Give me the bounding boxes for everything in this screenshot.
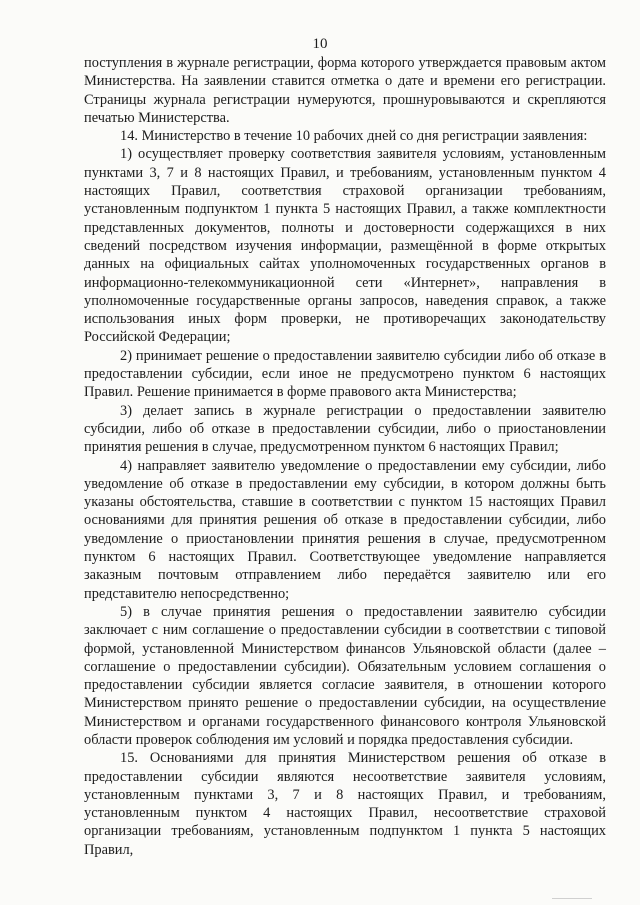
paragraph: 15. Основаниями для принятия Министерством решения об отказе в предоставлении субсидии являются несоответствие заявителя условиям, установленным пунктами 3, 7 и 8 настоящих Правил, и требованиям, установленным пунктом 4 настоящих Правил, несоответствие страховой организации требованиям, установленным подпунктом 1 пункта 5 настоящих Правил, [84,750,606,858]
scan-artifact [552,898,592,899]
document-body [84,54,606,859]
paragraph: 1) осуществляет проверку соответствия заявителя условиям, установленным пунктами 3, 7 и 8 настоящих Правил, и требованиям, установленным пунктом 4 настоящих Правил, соответствия страховой организации требованиям, установленным подпунктом 1 пункта 5 настоящих Правил, а также комплектности представленных документов, полноты и достоверности содержащихся в них сведений посредством изучения информации, размещённой в форме открытых данных на официальных сайтах уполномоченных государственных органов в информационно-телекоммуникационной сети «Интернет», направления в уполномоченные государственные органы запросов, наведения справок, а также использования иных форм проверки, не противоречащих законодательству Российской Федерации; [84,146,606,346]
paragraph: 5) в случае принятия решения о предоставлении заявителю субсидии заключает с ним соглашение о предоставлении субсидии в соответствии с типовой формой, установленной Министерством финансов Ульяновской области (далее – соглашение о предоставлении субсидии). Обязательным условием соглашения о предоставлении субсидии является согласие заявителя, в отношении которого Министерством принято решение о предоставлении субсидии, на осуществление Министерством и органами государственного финансового контроля Ульяновской области проверок соблюдения им условий и порядка предоставления субсидии. [84,603,606,748]
paragraph: 3) делает запись в журнале регистрации о предоставлении заявителю субсидии, либо об отказе в предоставлении субсидии, либо о приостановлении принятия решения в случае, предусмотренном пунктом 6 настоящих Правил; [84,402,606,456]
paragraph: поступления в журнале регистрации, форма которого утверждается правовым актом Министерства. На заявлении ставится отметка о дате и времени его регистрации. Страницы журнала регистрации нумеруются, прошнуровываются и скрепляются печатью Министерства. [84,55,606,126]
page-number: 10 [312,36,328,52]
paragraph: 14. Министерство в течение 10 рабочих дней со дня регистрации заявления: [120,128,588,145]
paragraph: 4) направляет заявителю уведомление о предоставлении ему субсидии, либо уведомление об отказе в предоставлении ему субсидии, в котором должны быть указаны обстоятельства, ставшие в соответствии с пунктом 15 настоящих Правил основаниями для принятия решения об отказе в предоставлении субсидии, либо уведомление о приостановлении принятия решения в случае, предусмотренном пунктом 6 настоящих Правил. Соответствующее уведомление направляется заказным почтовым отправлением либо передаётся заявителю или его представителю непосредственно; [84,457,606,602]
paragraph: 2) принимает решение о предоставлении заявителю субсидии либо об отказе в предоставлении субсидии, если иное не предусмотрено пунктом 6 настоящих Правил. Решение принимается в форме правового акта Министерства; [84,347,606,401]
